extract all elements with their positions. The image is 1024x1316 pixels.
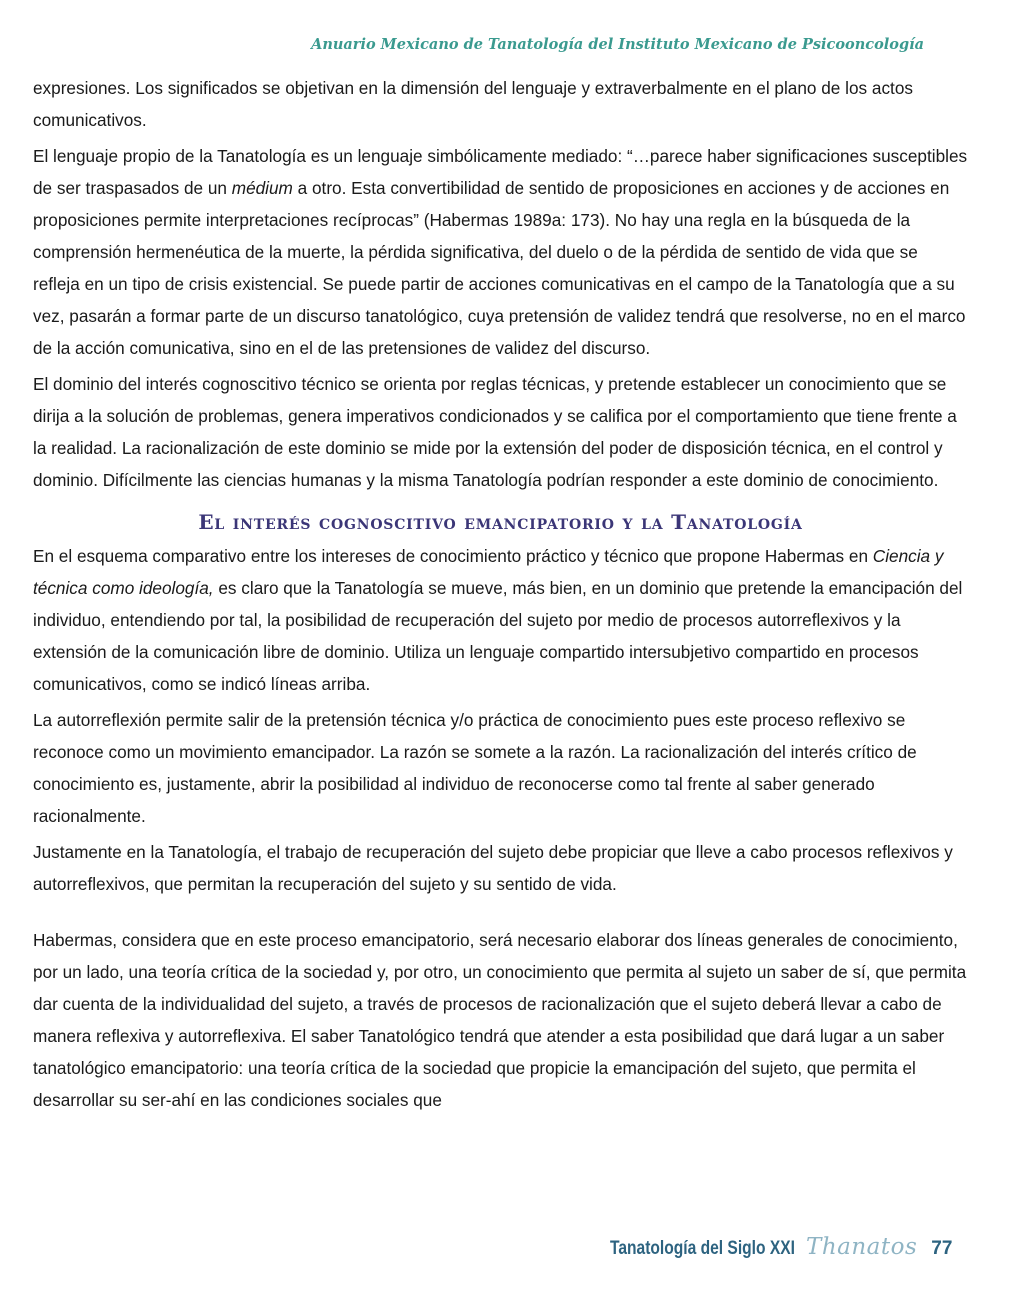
paragraph: Justamente en la Tanatología, el trabajo de recuperación del sujeto debe propiciar que lleve a cabo procesos reflexivos y autorreflexivos, que permitan la recuperación del sujeto y su sentido de vida. [33,842,953,894]
thanatos-logo: Thanatos [806,1234,918,1260]
book-title: Ciencia y técnica como ideología, [33,546,944,598]
page-number: 77 [931,1238,953,1259]
italic-term: médium [231,178,293,198]
paragraph-text: El lenguaje propio de la Tanatología es un lenguaje simbólicamente mediado: “…parece haber significaciones susceptibles de ser traspasados de un [33,146,968,198]
page-footer [610,1234,952,1260]
section-heading: El interés cognoscitivo emancipatorio y la Tanatología [198,510,803,534]
paragraph-text: En el esquema comparativo entre los intereses de conocimiento práctico y técnico que propone Habermas en [33,546,873,566]
paragraph [33,540,968,700]
paragraph: expresiones. Los significados se objetivan en la dimensión del lenguaje y extraverbalmente en el plano de los actos comunicativos. [33,78,913,130]
paragraph-text: a otro. Esta convertibilidad de sentido de proposiciones en acciones y de acciones en proposiciones permite interpretaciones recíprocas” (Habermas 1989a: 173). No hay una regla en la búsqueda de la comprensión hermenéutica de la muerte, la pérdida significativa, del duelo o de la pérdida de sentido de vida que se refleja en un tipo de crisis existencial. Se puede partir de acciones comunicativas en el campo de la Tanatología que a su vez, pasarán a formar parte de un discurso tanatológico, cuya pretensión de validez tendrá que resolverse, no en el marco de la acción comunicativa, sino en el de las pretensiones de validez del discurso. [33,178,966,358]
paragraph-text: es claro que la Tanatología se mueve, más bien, en un dominio que pretende la emancipación del individuo, entendiendo por tal, la posibilidad de recuperación del sujeto por medio de procesos autorreflexivos y la extensión de la comunicación libre de dominio. Utiliza un lenguaje compartido intersubjetivo compartido en procesos comunicativos, como se indicó líneas arriba. [33,578,963,694]
paragraph: Habermas, considera que en este proceso emancipatorio, será necesario elaborar dos líneas generales de conocimiento, por un lado, una teoría crítica de la sociedad y, por otro, un conocimiento que permita al sujeto un saber de sí, que permita dar cuenta de la individualidad del sujeto, a través de procesos de racionalización que el sujeto deberá llevar a cabo de manera reflexiva y autorreflexiva. El saber Tanatológico tendrá que atender a esta posibilidad que dará lugar a un saber tanatológico emancipatorio: una teoría crítica de la sociedad que propicie la emancipación del sujeto, que permita el desarrollar su ser-ahí en las condiciones sociales que [33,930,967,1110]
running-header: Anuario Mexicano de Tanatología del Instituto Mexicano de Psicooncología [311,36,924,53]
body-text [33,72,968,1120]
paragraph [33,140,968,364]
paragraph: La autorreflexión permite salir de la pretensión técnica y/o práctica de conocimiento pues este proceso reflexivo se reconoce como un movimiento emancipador. La razón se somete a la razón. La racionalización del interés crítico de conocimiento es, justamente, abrir la posibilidad al individuo de reconocerse como tal frente al saber generado racionalmente. [33,710,917,826]
footer-publication-title: Tanatología del Siglo XXI [610,1238,795,1259]
paragraph: El dominio del interés cognoscitivo técnico se orienta por reglas técnicas, y pretende establecer un conocimiento que se dirija a la solución de problemas, genera imperativos condicionados y se califica por el comportamiento que tiene frente a la realidad. La racionalización de este dominio se mide por la extensión del poder de disposición técnica, en el control y dominio. Difícilmente las ciencias humanas y la misma Tanatología podrían responder a este dominio de conocimiento. [33,374,957,490]
